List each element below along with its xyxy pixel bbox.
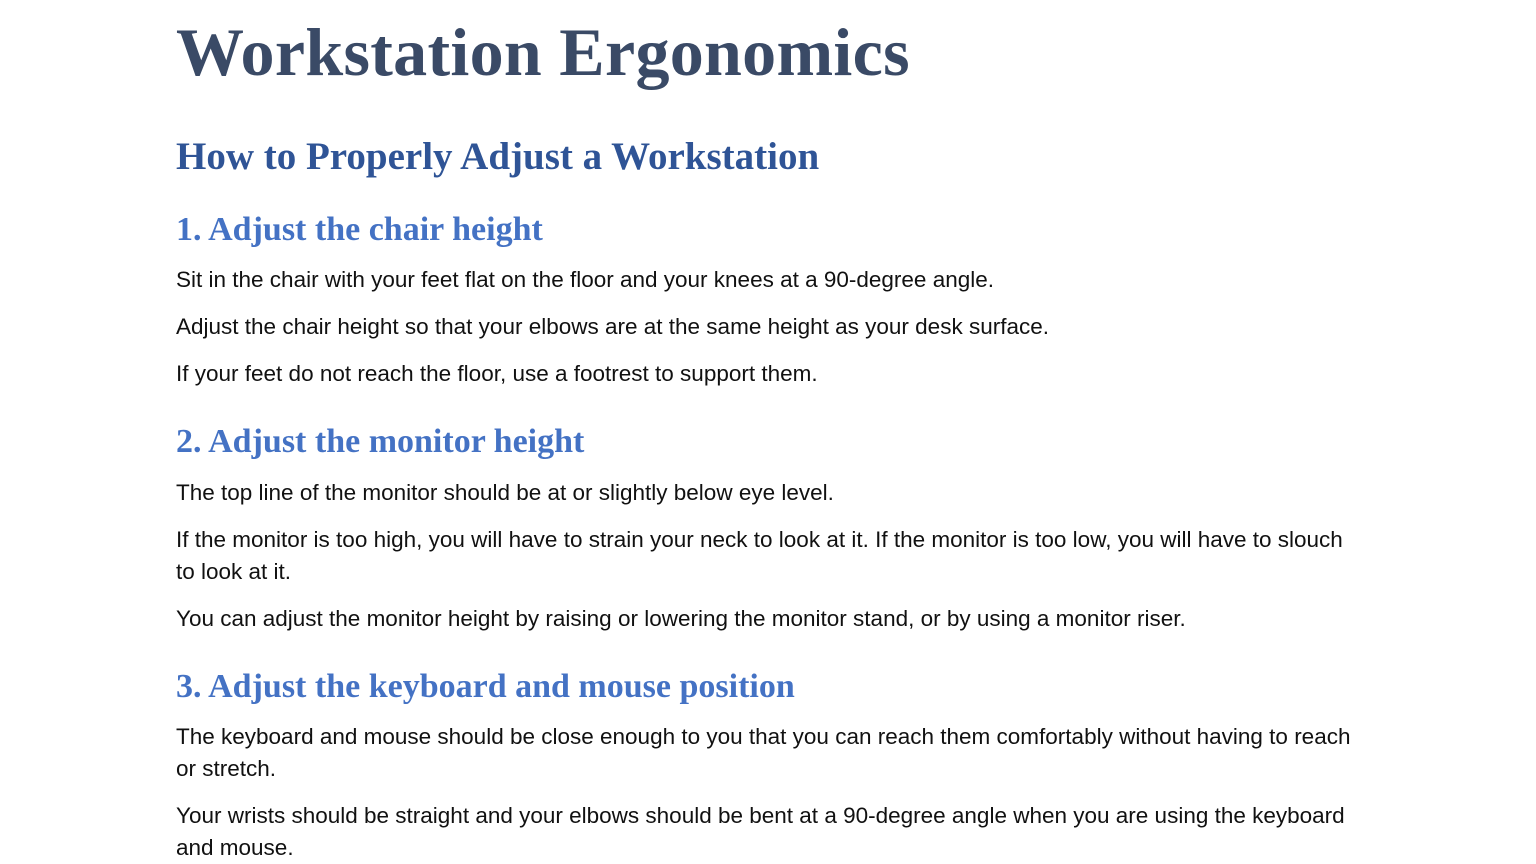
paragraph: If your feet do not reach the floor, use a footrest to support them.: [176, 361, 818, 386]
paragraph: Adjust the chair height so that your elbows are at the same height as your desk surface.: [176, 314, 1049, 339]
paragraph: Sit in the chair with your feet flat on the floor and your knees at a 90-degree angle.: [176, 267, 994, 292]
page-subtitle: How to Properly Adjust a Workstation: [176, 135, 820, 178]
paragraph: The top line of the monitor should be at or slightly below eye level.: [176, 480, 834, 505]
paragraph: If the monitor is too high, you will have to strain your neck to look at it. If the monitor is too low, you will have to slouch to look at it.: [176, 527, 1343, 584]
paragraph: Your wrists should be straight and your elbows should be bent at a 90-degree angle when you are using the keyboard and mouse.: [176, 803, 1345, 860]
section-heading-keyboard-mouse: 3. Adjust the keyboard and mouse position: [176, 668, 795, 705]
paragraph: The keyboard and mouse should be close enough to you that you can reach them comfortably without having to reach or stretch.: [176, 724, 1351, 781]
section-heading-monitor-height: 2. Adjust the monitor height: [176, 423, 585, 460]
section-heading-chair-height: 1. Adjust the chair height: [176, 211, 543, 248]
page-title: Workstation Ergonomics: [176, 14, 910, 90]
paragraph: You can adjust the monitor height by raising or lowering the monitor stand, or by using a monitor riser.: [176, 606, 1186, 631]
